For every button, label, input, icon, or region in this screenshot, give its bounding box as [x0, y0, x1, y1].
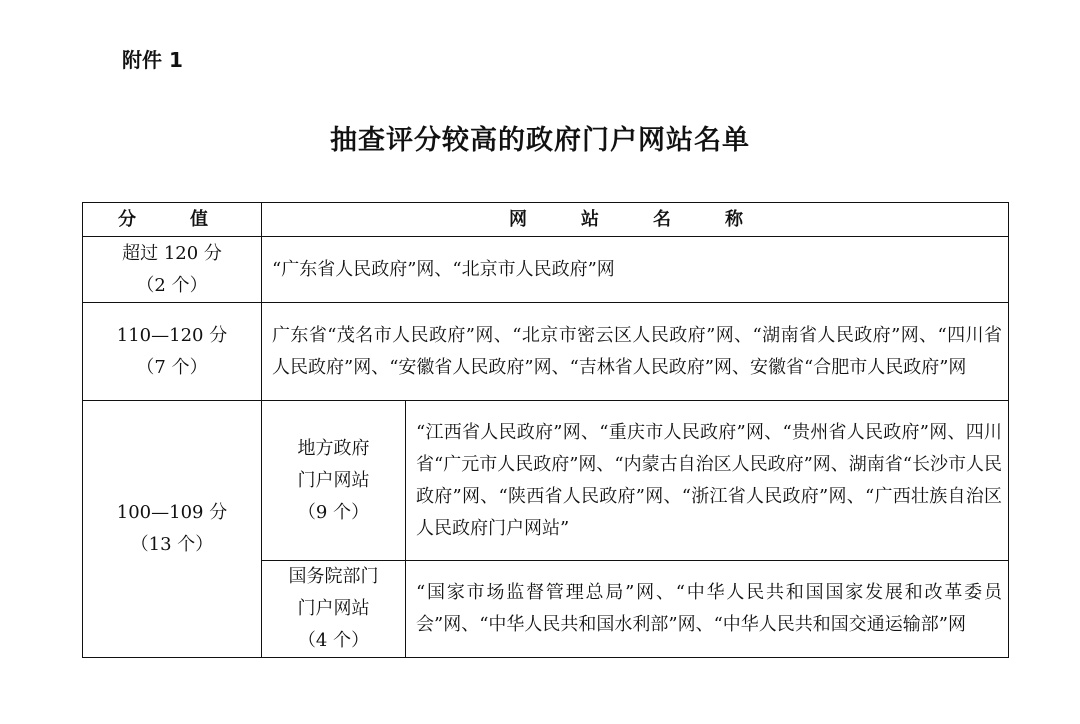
category-name: 国务院部门 [288, 566, 379, 587]
category-count: （9 个） [297, 501, 370, 523]
table-row [83, 303, 1009, 401]
score-range: 100—109 分 [116, 502, 228, 523]
category-name: 门户网站 [297, 598, 370, 619]
header-score: 分 值 [83, 203, 262, 237]
sites-cell: 广东省“茂名市人民政府”网、“北京市密云区人民政府”网、“湖南省人民政府”网、“四川省人民政府”网、“安徽省人民政府”网、“吉林省人民政府”网、安徽省“合肥市人民政府”网 [262, 303, 1009, 401]
category-count: （4 个） [297, 630, 370, 651]
score-cell [83, 401, 262, 658]
score-cell [83, 237, 262, 303]
category-name: 地方政府 [297, 437, 370, 459]
document-title: 抽查评分较高的政府门户网站名单 [330, 125, 750, 156]
sites-cell: “江西省人民政府”网、“重庆市人民政府”网、“贵州省人民政府”网、四川省“广元市人民政府”网、“内蒙古自治区人民政府”网、湖南省“长沙市人民政府”网、“陕西省人民政府”网、“浙江省人民政府”网、“广西壮族自治区人民政府门户网站” [406, 401, 1009, 561]
category-cell [262, 561, 406, 658]
table-row [83, 237, 1009, 303]
sites-cell: “国家市场监督管理总局”网、“中华人民共和国国家发展和改革委员会”网、“中华人民共和国水利部”网、“中华人民共和国交通运输部”网 [406, 561, 1009, 658]
header-sites: 网 站 名 称 [262, 203, 1009, 237]
score-count: （13 个） [130, 534, 214, 555]
category-name: 门户网站 [297, 469, 370, 491]
score-range: 超过 120 分 [122, 242, 222, 264]
score-range: 110—120 分 [116, 324, 228, 346]
attachment-label: 附件 1 [122, 48, 183, 72]
score-cell [83, 303, 262, 401]
score-table [82, 202, 1009, 658]
category-cell [262, 401, 406, 561]
sites-cell: “广东省人民政府”网、“北京市人民政府”网 [262, 237, 1009, 303]
score-count: （2 个） [136, 274, 208, 296]
score-count: （7 个） [136, 356, 208, 378]
table-header-row [83, 203, 1009, 237]
table-row [83, 401, 1009, 561]
